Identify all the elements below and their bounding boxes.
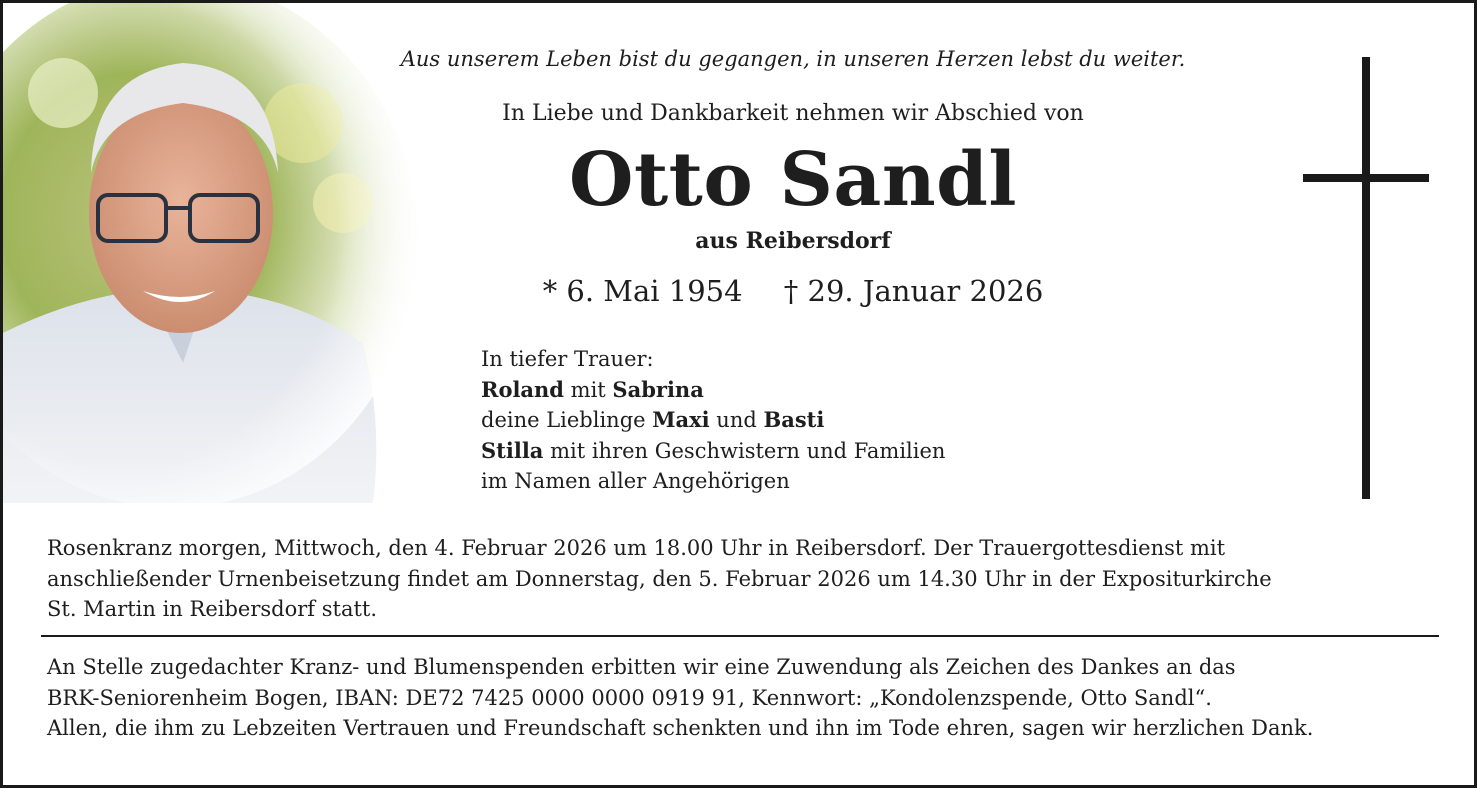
text-line: St. Martin in Reibersdorf statt. xyxy=(47,597,378,621)
motto-quote: Aus unserem Leben bist du gegangen, in unseren Herzen lebst du weiter. xyxy=(400,47,1186,71)
intro-text: In Liebe und Dankbarkeit nehmen wir Abschied von xyxy=(502,101,1084,126)
donation-info xyxy=(47,652,1427,744)
text-line: Rosenkranz morgen, Mittwoch, den 4. Februar 2026 um 18.00 Uhr in Reibersdorf. Der Trauergottesdienst mit xyxy=(47,536,1226,560)
divider xyxy=(41,635,1439,637)
mourner-line: Stilla mit ihren Geschwistern und Familien xyxy=(481,437,946,463)
text-line: Allen, die ihm zu Lebzeiten Vertrauen und Freundschaft schenkten und ihn im Tode ehren, sagen wir herzlichen Dank. xyxy=(47,716,1314,740)
mourner-line: deine Lieblinge Maxi und Basti xyxy=(481,407,825,432)
mourner-line: Roland mit Sabrina xyxy=(481,376,704,402)
origin-text: aus Reibersdorf xyxy=(695,228,891,254)
text-line: BRK-Seniorenheim Bogen, IBAN: DE72 7425 0000 0000 0919 91, Kennwort: „Kondolenzspende, Otto Sandl“. xyxy=(47,685,1212,710)
text-line: anschließender Urnenbeisetzung findet am Donnerstag, den 5. Februar 2026 um 14.30 Uhr in der Expositurkirche xyxy=(47,566,1272,591)
birth-date: * 6. Mai 1954 xyxy=(542,274,743,308)
life-dates xyxy=(3,274,1477,308)
mourners-heading: In tiefer Trauer: xyxy=(481,347,654,371)
death-date: † 29. Januar 2026 xyxy=(783,274,1044,308)
text-line: An Stelle zugedachter Kranz- und Blumenspenden erbitten wir eine Zuwendung als Zeichen des Dankes an das xyxy=(47,655,1236,679)
cross-icon xyxy=(1303,57,1429,499)
mourner-line: im Namen aller Angehörigen xyxy=(481,469,790,493)
service-info xyxy=(47,533,1427,625)
deceased-name: Otto Sandl xyxy=(569,137,1017,223)
mourners-list xyxy=(481,344,945,497)
